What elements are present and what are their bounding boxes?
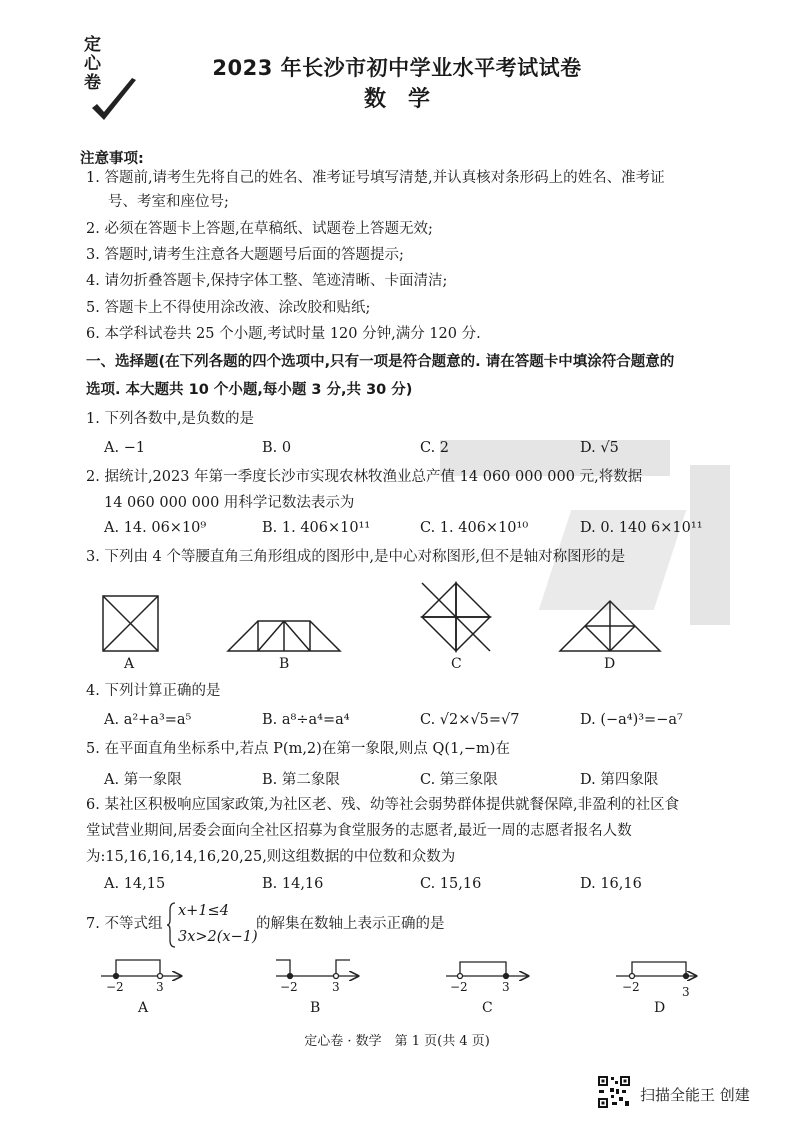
q5-option-d: D. 第四象限: [580, 772, 659, 788]
q1-option-a: A. −1: [104, 440, 146, 456]
q6-option-d: D. 16,16: [580, 876, 642, 892]
stamp-char-2: 心: [84, 54, 101, 74]
watermark-block: [690, 465, 730, 625]
q3-stem: 3. 下列由 4 个等腰直角三角形组成的图形中,是中心对称图形,但不是轴对称图形的是: [86, 549, 626, 565]
q7-c-tick-neg2: −2: [450, 980, 468, 994]
q7-stem-post: 的解集在数轴上表示正确的是: [256, 916, 445, 932]
notice-item-2: 2. 必须在答题卡上答题,在草稿纸、试题卷上答题无效;: [86, 221, 433, 237]
notice-heading: 注意事项:: [80, 151, 144, 167]
q6-option-c: C. 15,16: [420, 876, 482, 892]
q7-inequality-2: 3x>2(x−1): [178, 929, 258, 945]
q2-option-b: B. 1. 406×10¹¹: [262, 520, 371, 536]
scanner-credit: 扫描全能王 创建: [640, 1086, 750, 1104]
q2-option-d: D. 0. 140 6×10¹¹: [580, 520, 703, 536]
q7-stem-pre: 7. 不等式组: [86, 916, 163, 932]
q6-option-b: B. 14,16: [262, 876, 324, 892]
q7-number-lines: [96, 950, 706, 1000]
q5-option-c: C. 第三象限: [420, 772, 498, 788]
page-footer: 定心卷 · 数学 第 1 页(共 4 页): [304, 1034, 490, 1049]
notice-item-3: 3. 答题时,请考生注意各大题题号后面的答题提示;: [86, 247, 404, 263]
q7-b-tick-3: 3: [332, 980, 340, 994]
q6-stem-3: 为:15,16,16,14,16,20,25,则这组数据的中位数和众数为: [86, 849, 456, 865]
q7-inequality-1: x+1≤4: [178, 903, 229, 919]
q1-stem: 1. 下列各数中,是负数的是: [86, 411, 255, 427]
q1-option-b: B. 0: [262, 440, 292, 456]
notice-item-5: 5. 答题卡上不得使用涂改液、涂改胶和贴纸;: [86, 300, 371, 316]
q5-stem: 5. 在平面直角坐标系中,若点 P(m,2)在第一象限,则点 Q(1,−m)在: [86, 741, 510, 757]
notice-item-1-cont: 号、考室和座位号;: [108, 194, 229, 210]
q3-figure-c: [422, 583, 490, 651]
q3-figure-b: [228, 621, 340, 651]
q4-option-c: C. √2×√5=√7: [420, 712, 520, 728]
q1-option-d: D. √5: [580, 440, 619, 456]
stamp-char-3: 卷: [84, 73, 101, 93]
q7-label-b: B: [310, 1000, 321, 1016]
q6-stem-2: 堂试营业期间,居委会面向全社区招募为食堂服务的志愿者,最近一周的志愿者报名人数: [86, 823, 632, 839]
q3-figure-d: [560, 601, 660, 651]
section1-line1: 一、选择题(在下列各题的四个选项中,只有一项是符合题意的. 请在答题卡中填涂符合题意的: [86, 354, 675, 370]
q3-label-c: C: [451, 656, 462, 672]
section1-line2: 选项. 本大题共 10 个小题,每小题 3 分,共 30 分): [86, 382, 413, 398]
q3-label-b: B: [279, 656, 290, 672]
q2-stem-2: 14 060 000 000 用科学记数法表示为: [104, 495, 355, 511]
q7-line-d: [616, 962, 696, 979]
exam-title: 2023 年长沙市初中学业水平考试试卷: [212, 56, 582, 80]
q4-option-a: A. a²+a³=a⁵: [104, 712, 192, 728]
q2-option-c: C. 1. 406×10¹⁰: [420, 520, 529, 536]
q2-stem-1: 2. 据统计,2023 年第一季度长沙市实现农林牧渔业总产值 14 060 000 000 元,将数据: [86, 469, 643, 485]
q7-d-tick-neg2: −2: [622, 980, 640, 994]
q3-label-d: D: [604, 656, 616, 672]
q7-d-tick-3: 3: [682, 985, 690, 999]
exam-subject: 数学: [363, 87, 452, 112]
q7-line-a: [101, 960, 181, 979]
q7-label-c: C: [482, 1000, 493, 1016]
q7-a-tick-3: 3: [156, 980, 164, 994]
q7-line-c: [446, 962, 528, 979]
q4-option-b: B. a⁸÷a⁴=a⁴: [262, 712, 350, 728]
notice-item-1: 1. 答题前,请考生先将自己的姓名、准考证号填写清楚,并认真核对条形码上的姓名、准考证: [86, 170, 665, 186]
q7-label-d: D: [654, 1000, 666, 1016]
q7-label-a: A: [138, 1000, 149, 1016]
q3-figures: [90, 578, 690, 658]
q5-option-b: B. 第二象限: [262, 772, 340, 788]
q7-a-tick-neg2: −2: [106, 980, 124, 994]
q6-option-a: A. 14,15: [104, 876, 166, 892]
qr-code-icon: [597, 1075, 631, 1109]
q7-brace: [166, 902, 176, 948]
q1-option-c: C. 2: [420, 440, 450, 456]
q7-c-tick-3: 3: [502, 980, 510, 994]
q6-stem-1: 6. 某社区积极响应国家政策,为社区老、残、幼等社会弱势群体提供就餐保障,非盈利的社区食: [86, 797, 680, 813]
q7-b-tick-neg2: −2: [280, 980, 298, 994]
q3-label-a: A: [124, 656, 135, 672]
q4-option-d: D. (−a⁴)³=−a⁷: [580, 712, 683, 728]
notice-item-4: 4. 请勿折叠答题卡,保持字体工整、笔迹清晰、卡面清洁;: [86, 273, 448, 289]
q7-line-b: [276, 960, 358, 979]
q2-option-a: A. 14. 06×10⁹: [104, 520, 207, 536]
q4-stem: 4. 下列计算正确的是: [86, 683, 221, 699]
notice-item-6: 6. 本学科试卷共 25 个小题,考试时量 120 分钟,满分 120 分.: [86, 326, 481, 342]
stamp-char-1: 定: [84, 35, 101, 55]
q5-option-a: A. 第一象限: [104, 772, 182, 788]
